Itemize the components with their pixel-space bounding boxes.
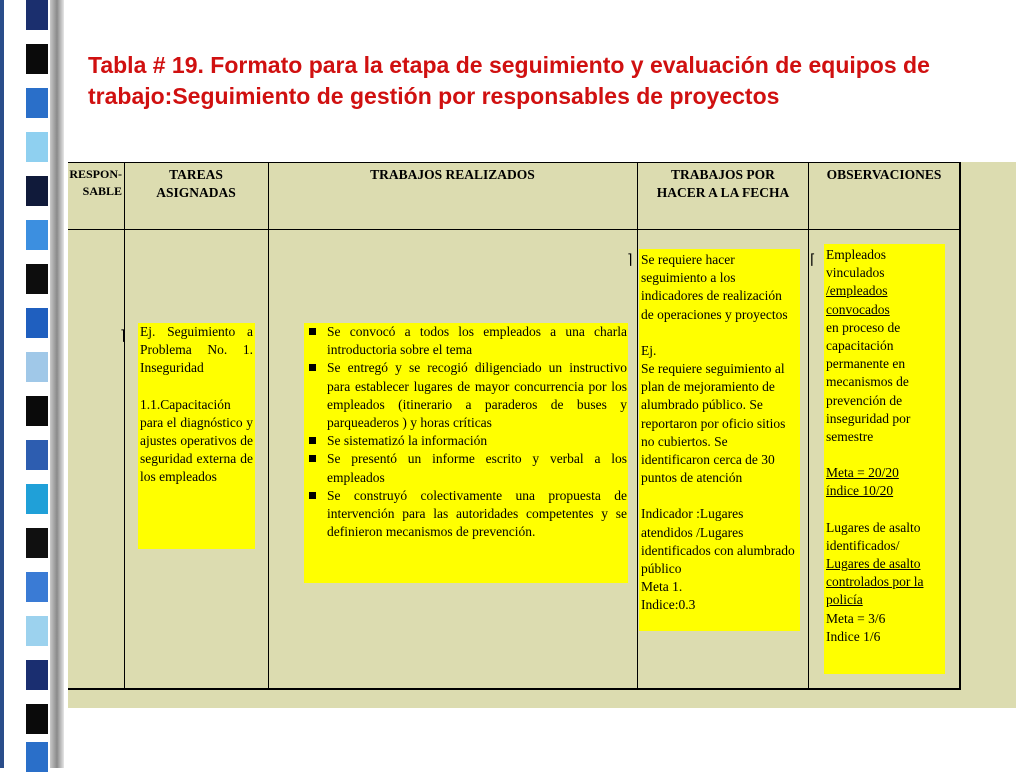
column-divider bbox=[124, 162, 125, 690]
strip-square bbox=[26, 616, 48, 646]
strip-square bbox=[26, 440, 48, 470]
header-responsable bbox=[66, 166, 122, 200]
table-bottom-border bbox=[68, 688, 960, 690]
decorative-filmstrip bbox=[0, 0, 70, 768]
observaciones-text: en proceso de capacitación permanente en mecanismos de prevención de inseguridad por semestre bbox=[826, 319, 911, 445]
spacer bbox=[641, 487, 798, 505]
strip-square bbox=[26, 572, 48, 602]
list-item: Se entregó y se recogió diligenciado un instructivo para establecer lugares de mayor concurrencia por los empleados (itinerario a paraderos de buses y parqueaderos ) y horas críticas bbox=[305, 359, 627, 432]
strip-square bbox=[26, 176, 48, 206]
observaciones-text: Lugares de asalto controlados por la policía bbox=[826, 556, 924, 608]
por-hacer-text: Ej. bbox=[641, 342, 657, 358]
header-tareas: TAREAS ASIGNADAS bbox=[156, 167, 236, 200]
list-item: Se sistematizó la información bbox=[305, 432, 627, 450]
spacer bbox=[641, 324, 798, 342]
strip-rail bbox=[50, 0, 64, 768]
observaciones-text: índice 10/20 bbox=[826, 483, 894, 499]
observaciones-text: Meta = 3/6 bbox=[826, 610, 886, 626]
strip-square bbox=[26, 44, 48, 74]
tareas-cell bbox=[138, 323, 255, 549]
por-hacer-text: Se requiere hacer seguimiento a los indicadores de realización de operaciones y proyectos bbox=[641, 252, 788, 322]
observaciones-text: Empleados vinculados bbox=[826, 247, 886, 281]
por-hacer-text: Meta 1. bbox=[641, 579, 683, 595]
corner-mark: ⌉ bbox=[627, 253, 633, 268]
header-responsable-line: RESPON- bbox=[69, 167, 122, 181]
strip-square bbox=[26, 0, 48, 30]
spacer bbox=[140, 378, 253, 396]
spacer bbox=[826, 446, 943, 464]
header-observaciones: OBSERVACIONES bbox=[826, 167, 942, 182]
list-item: Se presentó un informe escrito y verbal a los empleados bbox=[305, 450, 627, 486]
strip-square bbox=[26, 264, 48, 294]
observaciones-text: Lugares de asalto identificados/ bbox=[826, 519, 921, 553]
observaciones-text: Indice 1/6 bbox=[826, 628, 881, 644]
por-hacer-text: Indicador :Lugares atendidos /Lugares identificados con alumbrado público bbox=[641, 506, 795, 577]
header-trabajos-por-hacer: TRABAJOS POR HACER A LA FECHA bbox=[656, 167, 790, 200]
trabajos-por-hacer-cell bbox=[639, 249, 800, 631]
por-hacer-text: Se requiere seguimiento al plan de mejoramiento de alumbrado público. Se reportaron por oficio sitios no cubiertos. Se identificaron cerca de 30 puntos de atención bbox=[641, 361, 786, 486]
observaciones-text: Meta = 20/20 bbox=[826, 465, 899, 481]
tareas-text: Ej. Seguimiento a Problema No. 1. Inseguridad bbox=[140, 324, 253, 376]
strip-square bbox=[26, 308, 48, 338]
por-hacer-text: Indice:0.3 bbox=[641, 597, 696, 613]
corner-mark: ⌈ bbox=[810, 253, 816, 268]
strip-square bbox=[26, 396, 48, 426]
column-divider bbox=[959, 162, 961, 690]
column-divider bbox=[637, 162, 638, 690]
tareas-text: 1.1.Capacitación para el diagnóstico y ajustes operativos de seguridad externa de los empleados bbox=[140, 396, 253, 485]
column-divider bbox=[268, 162, 269, 690]
header-trabajos-realizados: TRABAJOS REALIZADOS bbox=[370, 167, 535, 182]
observaciones-text: /empleados convocados bbox=[826, 283, 890, 317]
strip-square bbox=[26, 88, 48, 118]
table-top-border bbox=[68, 162, 960, 163]
header-responsable-line: SABLE bbox=[82, 184, 122, 198]
strip-square bbox=[26, 352, 48, 382]
column-divider bbox=[808, 162, 809, 690]
observaciones-cell bbox=[824, 244, 945, 674]
strip-square bbox=[26, 220, 48, 250]
list-item: Se convocó a todos los empleados a una charla introductoria sobre el tema bbox=[305, 323, 627, 359]
list-item: Se construyó colectivamente una propuesta de intervención para las autoridades competentes y se definieron mecanismos de prevención. bbox=[305, 487, 627, 542]
strip-square bbox=[26, 528, 48, 558]
strip-edge bbox=[0, 0, 4, 768]
trabajos-list bbox=[305, 323, 627, 541]
strip-square bbox=[26, 132, 48, 162]
spacer bbox=[826, 501, 943, 519]
header-divider bbox=[68, 229, 960, 230]
trabajos-realizados-cell bbox=[304, 323, 628, 583]
strip-square bbox=[26, 660, 48, 690]
strip-square bbox=[26, 484, 48, 514]
page-title: Tabla # 19. Formato para la etapa de seguimiento y evaluación de equipos de trabajo:Seguimiento de gestión por responsables de proyectos bbox=[88, 52, 930, 109]
corner-mark: ⌉ bbox=[120, 329, 126, 344]
strip-square bbox=[26, 704, 48, 734]
